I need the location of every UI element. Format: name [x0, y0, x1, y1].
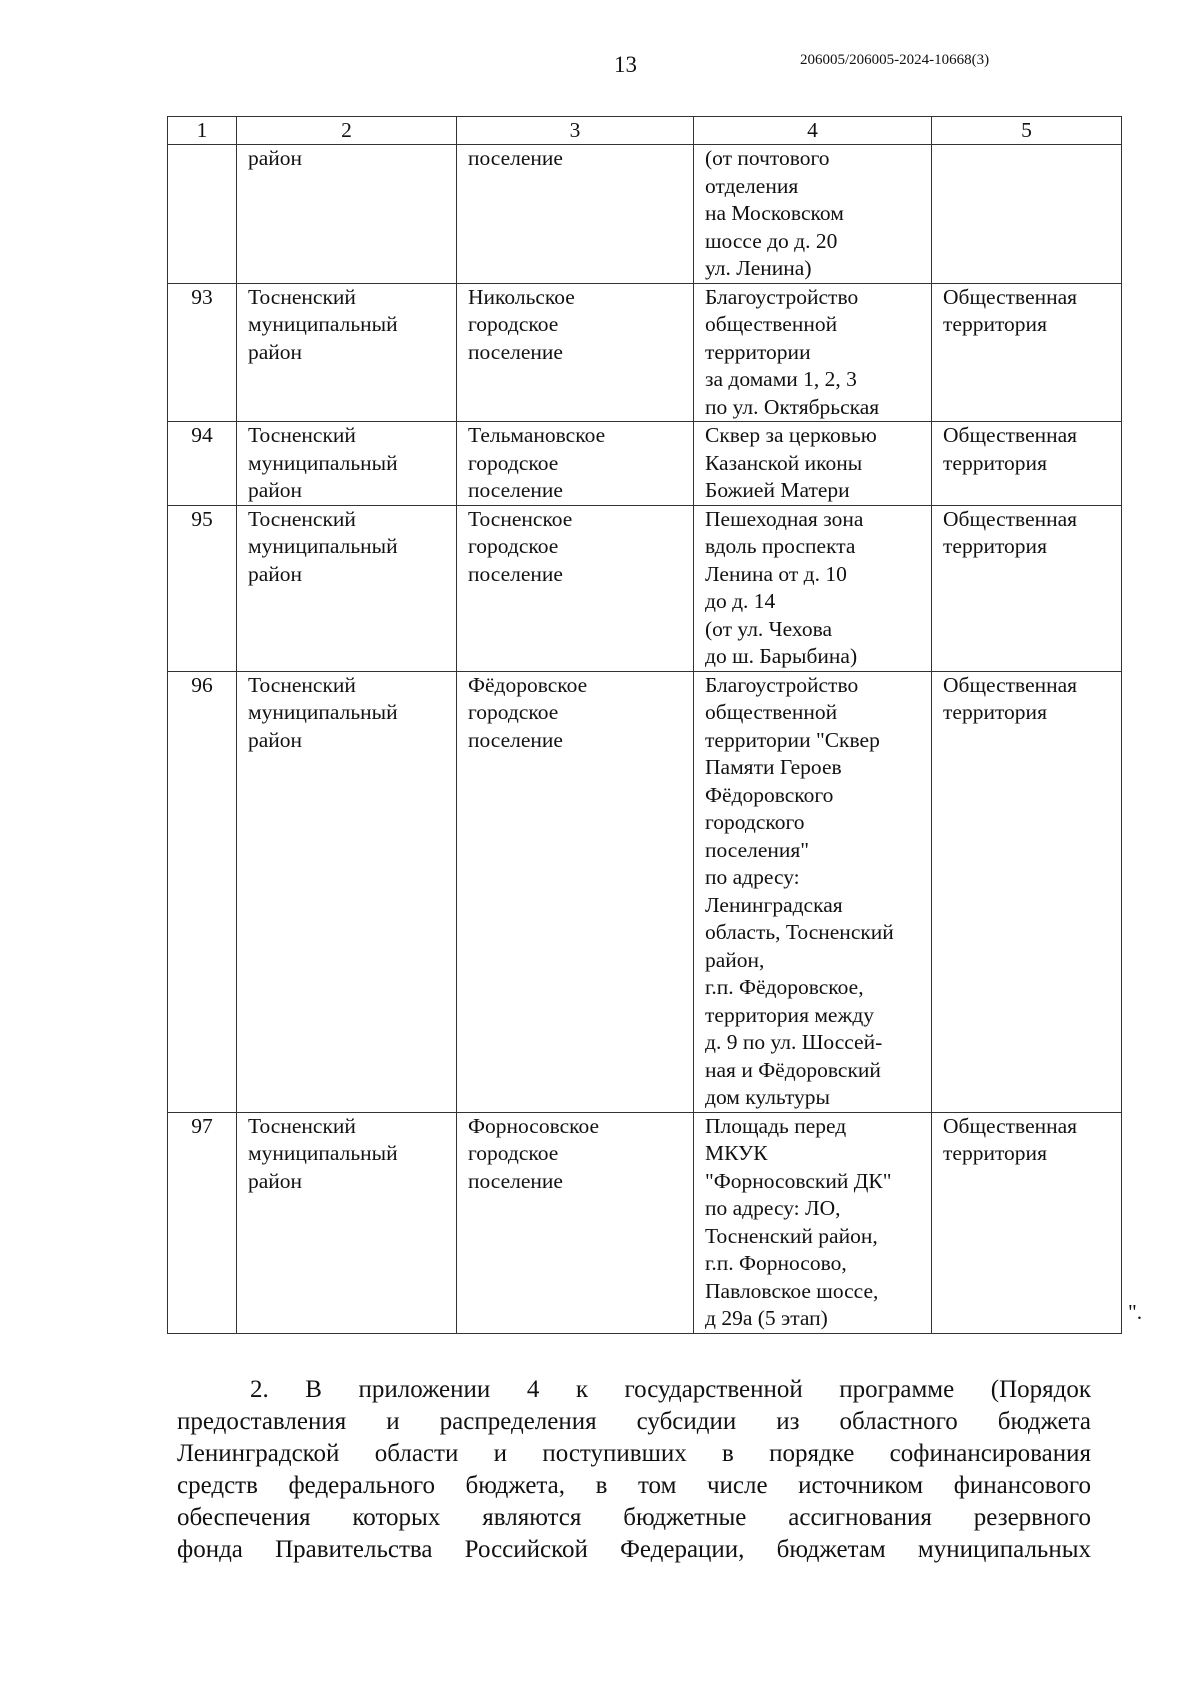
cell-line: Тосненский	[248, 672, 356, 697]
cell-line: Ленинградская	[705, 892, 843, 917]
cell-line: Тосненский	[248, 284, 356, 309]
cell-line: за домами 1, 2, 3	[705, 367, 857, 391]
cell-line: д. 9 по ул. Шоссей-	[705, 1030, 883, 1054]
cell-line: "Форносовский ДК"	[705, 1168, 892, 1193]
cell-line: г.п. Фёдоровское,	[705, 975, 864, 999]
cell-line: Общественная	[943, 1113, 1078, 1138]
object-cell	[694, 145, 932, 284]
cell-line: Общественная	[943, 284, 1078, 309]
cell-line: (от почтового	[705, 146, 830, 170]
row-number-cell: 96	[168, 671, 237, 1112]
cell-line: Форносовское	[468, 1113, 600, 1138]
table-body	[168, 145, 1122, 1334]
cell-line: район	[248, 561, 303, 586]
cell-line: поселение	[468, 339, 563, 364]
cell-line: Площадь перед	[705, 1113, 847, 1138]
cell-line: городское	[468, 1141, 559, 1165]
cell-line: Тосненское	[468, 506, 573, 531]
district-cell	[237, 422, 457, 506]
table-row	[168, 671, 1122, 1112]
page-number: 13	[614, 52, 637, 77]
cell-line: МКУК	[705, 1141, 768, 1165]
cell-line: поселение	[468, 561, 563, 586]
cell-line: территории	[705, 339, 811, 364]
paragraph-line: фонда Правительства Российской Федерации, бюджетам муниципальных	[177, 1536, 1091, 1563]
cell-line: дом культуры	[705, 1085, 830, 1109]
cell-line: поселение	[468, 727, 563, 752]
district-cell	[237, 671, 457, 1112]
object-cell	[694, 1112, 932, 1333]
row-number-cell: 93	[168, 283, 237, 422]
cell-line: Благоустройство	[705, 672, 859, 697]
body-paragraph	[177, 1374, 1091, 1566]
cell-line: территория	[943, 534, 1047, 558]
cell-line: Общественная	[943, 672, 1078, 697]
type-cell	[932, 505, 1122, 671]
cell-line: ная и Фёдоровский	[705, 1057, 881, 1082]
cell-line: Казанской иконы	[705, 450, 863, 475]
cell-line: поселение	[468, 478, 563, 502]
type-cell	[932, 422, 1122, 506]
cell-line: по адресу: ЛО,	[705, 1196, 841, 1220]
cell-line: городское	[468, 700, 559, 724]
settlement-cell	[457, 145, 694, 284]
cell-line: общественной	[705, 312, 838, 336]
table-row	[168, 1112, 1122, 1333]
cell-line: Тосненский район,	[705, 1223, 878, 1248]
settlement-cell	[457, 671, 694, 1112]
cell-line: Общественная	[943, 423, 1078, 447]
type-cell	[932, 1112, 1122, 1333]
cell-line: муниципальный	[248, 312, 398, 336]
cell-line: городское	[468, 312, 559, 336]
settlement-cell	[457, 505, 694, 671]
paragraph-line: предоставления и распределения субсидии из областного бюджета	[177, 1408, 1091, 1435]
cell-line: до д. 14	[705, 589, 776, 613]
document-id: 206005/206005-2024-10668(3)	[800, 52, 990, 68]
cell-line: Тосненский	[248, 423, 356, 447]
cell-line: муниципальный	[248, 1141, 398, 1165]
settlement-cell	[457, 422, 694, 506]
cell-line: Фёдоровское	[468, 672, 588, 697]
row-number-cell: 95	[168, 505, 237, 671]
paragraph-line: Ленинградской области и поступивших в порядке софинансирования	[177, 1440, 1091, 1467]
cell-line: Павловское шоссе,	[705, 1278, 879, 1303]
cell-line: общественной	[705, 700, 838, 724]
objects-table	[167, 116, 1122, 1334]
cell-line: шоссе до д. 20	[705, 228, 838, 253]
paragraph-line: 2. В приложении 4 к государственной программе (Порядок	[250, 1376, 1091, 1403]
cell-line: территория	[943, 1141, 1047, 1165]
column-header: 1	[168, 117, 237, 145]
settlement-cell	[457, 1112, 694, 1333]
row-number-cell: 94	[168, 422, 237, 506]
cell-line: Фёдоровского	[705, 782, 834, 807]
cell-line: Пешеходная зона	[705, 506, 864, 531]
row-number-cell: 97	[168, 1112, 237, 1333]
cell-line: Божией Матери	[705, 478, 850, 502]
column-header: 3	[457, 117, 694, 145]
cell-line: Ленина от д. 10	[705, 561, 847, 586]
cell-line: территории "Сквер	[705, 727, 880, 752]
table-row	[168, 145, 1122, 284]
cell-line: Тосненский	[248, 1113, 356, 1138]
cell-line: вдоль проспекта	[705, 534, 856, 558]
cell-line: территория	[943, 312, 1047, 336]
cell-line: поселение	[468, 146, 563, 170]
cell-line: до ш. Барыбина)	[705, 644, 858, 668]
district-cell	[237, 145, 457, 284]
cell-line: муниципальный	[248, 700, 398, 724]
cell-line: Тосненский	[248, 506, 356, 531]
cell-line: территория	[943, 700, 1047, 724]
cell-line: район	[248, 146, 303, 170]
cell-line: поселение	[468, 1168, 563, 1193]
cell-line: поселения"	[705, 837, 810, 862]
type-cell	[932, 671, 1122, 1112]
cell-line: г.п. Форносово,	[705, 1251, 847, 1275]
object-cell	[694, 671, 932, 1112]
cell-line: отделения	[705, 173, 799, 198]
cell-line: по адресу:	[705, 865, 800, 889]
cell-line: территория между	[705, 1002, 875, 1027]
cell-line: муниципальный	[248, 450, 398, 475]
column-header: 4	[694, 117, 932, 145]
cell-line: (от ул. Чехова	[705, 616, 833, 641]
cell-line: Памяти Героев	[705, 755, 842, 779]
settlement-cell	[457, 283, 694, 422]
cell-line: Тельмановское	[468, 423, 606, 447]
type-cell	[932, 145, 1122, 284]
district-cell	[237, 283, 457, 422]
cell-line: Сквер за церковью	[705, 423, 877, 447]
cell-line: городского	[705, 810, 805, 834]
cell-line: район	[248, 727, 303, 752]
cell-line: д 29а (5 этап)	[705, 1306, 828, 1330]
cell-line: городское	[468, 450, 559, 475]
cell-line: на Московском	[705, 201, 844, 225]
cell-line: территория	[943, 450, 1047, 475]
cell-line: область, Тосненский	[705, 920, 894, 944]
cell-line: Общественная	[943, 506, 1078, 531]
cell-line: район	[248, 339, 303, 364]
cell-line: Никольское	[468, 284, 575, 309]
paragraph-line: обеспечения которых являются бюджетные ассигнования резервного	[177, 1504, 1091, 1531]
object-cell	[694, 505, 932, 671]
cell-line: район,	[705, 947, 765, 972]
row-number-cell	[168, 145, 237, 284]
table-row	[168, 422, 1122, 506]
cell-line: район	[248, 1168, 303, 1193]
closing-quote: ".	[1128, 1300, 1143, 1324]
type-cell	[932, 283, 1122, 422]
table-row	[168, 505, 1122, 671]
object-cell	[694, 283, 932, 422]
cell-line: Благоустройство	[705, 284, 859, 309]
table-header-row	[168, 117, 1122, 145]
column-header: 5	[932, 117, 1122, 145]
column-header: 2	[237, 117, 457, 145]
cell-line: ул. Ленина)	[705, 256, 812, 280]
object-cell	[694, 422, 932, 506]
district-cell	[237, 1112, 457, 1333]
cell-line: городское	[468, 534, 559, 558]
cell-line: по ул. Октябрьская	[705, 394, 880, 419]
cell-line: муниципальный	[248, 534, 398, 558]
district-cell	[237, 505, 457, 671]
table-row	[168, 283, 1122, 422]
paragraph-line: средств федерального бюджета, в том числе источником финансового	[177, 1472, 1091, 1499]
cell-line: район	[248, 478, 303, 502]
